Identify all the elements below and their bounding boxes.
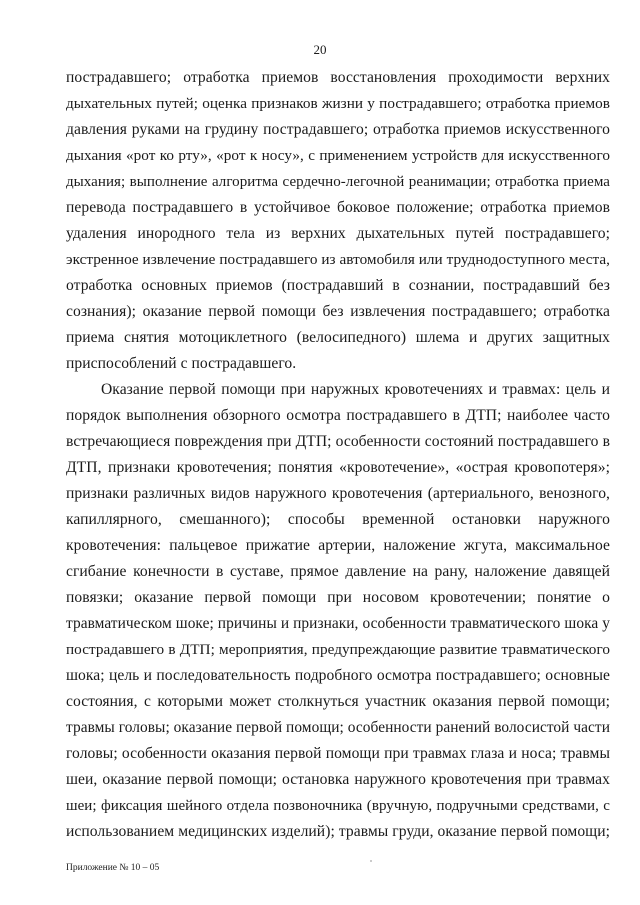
text-line: повязки; оказание первой помощи при носовом кровотечении; понятие о xyxy=(66,589,610,606)
text-line: шеи; фиксация шейного отдела позвоночника (вручную, подручными средствами, с xyxy=(66,798,610,814)
text-line: дыхания; выполнение алгоритма сердечно-легочной реанимации; отработка приема xyxy=(66,174,610,190)
text-line: головы; особенности оказания первой помощи при травмах глаза и носа; травмы xyxy=(66,745,610,762)
text-line: сгибание конечности в суставе, прямое давление на рану, наложение давящей xyxy=(66,563,610,580)
text-line: шеи, оказание первой помощи; остановка наружного кровотечения при травмах xyxy=(66,771,610,788)
text-line: использованием медицинских изделий); травмы груди, оказание первой помощи; xyxy=(66,823,610,840)
text-line: кровотечения: пальцевое прижатие артерии, наложение жгута, максимальное xyxy=(66,537,610,554)
text-line: приема снятия мотоциклетного (велосипедного) шлема и других защитных xyxy=(66,329,610,346)
text-line: отработка основных приемов (пострадавший в сознании, пострадавший без xyxy=(66,277,610,294)
text-line: сознания); оказание первой помощи без извлечения пострадавшего; отработка xyxy=(66,303,610,320)
paragraph-first-line: Оказание первой помощи при наружных кровотечениях и травмах: цель и xyxy=(101,381,610,398)
text-line: дыхания «рот ко рту», «рот к носу», с применением устройств для искусственного xyxy=(66,147,610,164)
text-line: состояния, с которыми может столкнуться участник оказания первой помощи; xyxy=(66,693,610,710)
scan-speck xyxy=(370,860,372,862)
text-line: травмы головы; оказание первой помощи; особенности ранений волосистой части xyxy=(66,719,610,736)
text-line: ДТП, признаки кровотечения; понятия «кровотечение», «острая кровопотеря»; xyxy=(66,459,610,476)
text-line: капиллярного, смешанного); способы временной остановки наружного xyxy=(66,511,610,528)
text-line: перевода пострадавшего в устойчивое боковое положение; отработка приемов xyxy=(66,199,610,216)
text-line: удаления инородного тела из верхних дыхательных путей пострадавшего; xyxy=(66,225,610,242)
text-line: шока; цель и последовательность подробного осмотра пострадавшего; основные xyxy=(66,667,610,684)
text-line: дыхательных путей; оценка признаков жизни у пострадавшего; отработка приемов xyxy=(66,95,610,112)
text-line: признаки различных видов наружного кровотечения (артериального, венозного, xyxy=(66,485,610,502)
text-line: пострадавшего; отработка приемов восстановления проходимости верхних xyxy=(66,69,610,86)
text-line: порядок выполнения обзорного осмотра пострадавшего в ДТП; наиболее часто xyxy=(66,407,610,424)
page-number: 20 xyxy=(313,42,327,57)
text-line: встречающиеся повреждения при ДТП; особенности состояний пострадавшего в xyxy=(66,433,610,450)
text-line: экстренное извлечение пострадавшего из автомобиля или труднодоступного места, xyxy=(66,251,610,268)
text-line: приспособлений с пострадавшего. xyxy=(66,355,297,372)
text-line: давления руками на грудину пострадавшего; отработка приемов искусственного xyxy=(66,121,610,138)
text-line: пострадавшего в ДТП; мероприятия, предупреждающие развитие травматического xyxy=(66,641,610,658)
footer-appendix-label: Приложение № 10 – 05 xyxy=(66,863,160,873)
text-line: травматическом шоке; причины и признаки, особенности травматического шока у xyxy=(66,615,610,632)
